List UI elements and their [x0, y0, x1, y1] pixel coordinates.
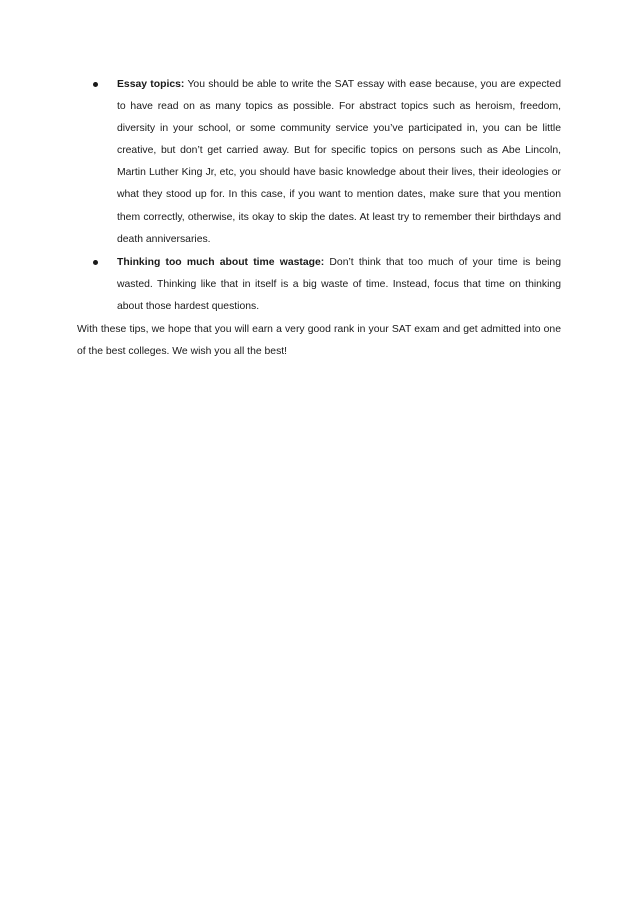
bullet-item-time-wastage	[0, 252, 561, 318]
bullet-item-essay-topics	[0, 74, 561, 251]
closing-paragraph: With these tips, we hope that you will earn a very good rank in your SAT exam and get admitted into one of the best colleges. We wish you all the best!	[77, 324, 561, 358]
bullet-title: Thinking too much about time wastage:	[117, 256, 325, 268]
bullet-dot-icon	[93, 260, 98, 265]
bullet-title: Essay topics:	[117, 79, 185, 90]
tips-bullet-list	[0, 74, 638, 319]
bullet-dot-icon	[93, 82, 98, 87]
bullet-text: Don’t think that too much of your time is being wasted. Thinking like that in itself is a big waste of time. Instead, focus that time on thinking about those hardest questions.	[117, 256, 561, 312]
bullet-text: You should be able to write the SAT essay with ease because, you are expected to have read on as many topics as possible. For abstract topics such as heroism, freedom, diversity in your school, or some community service you’ve participated in, you can be little creative, but don’t get carried away. But for specific topics on persons such as Abe Lincoln, Martin Luther King Jr, etc, you should have basic knowledge about their lives, their ideologies or what they stood up for. In this case, if you want to mention dates, make sure that you mention them correctly, otherwise, its okay to skip the dates. At least try to remember their birthdays and death anniversaries.	[117, 79, 561, 245]
